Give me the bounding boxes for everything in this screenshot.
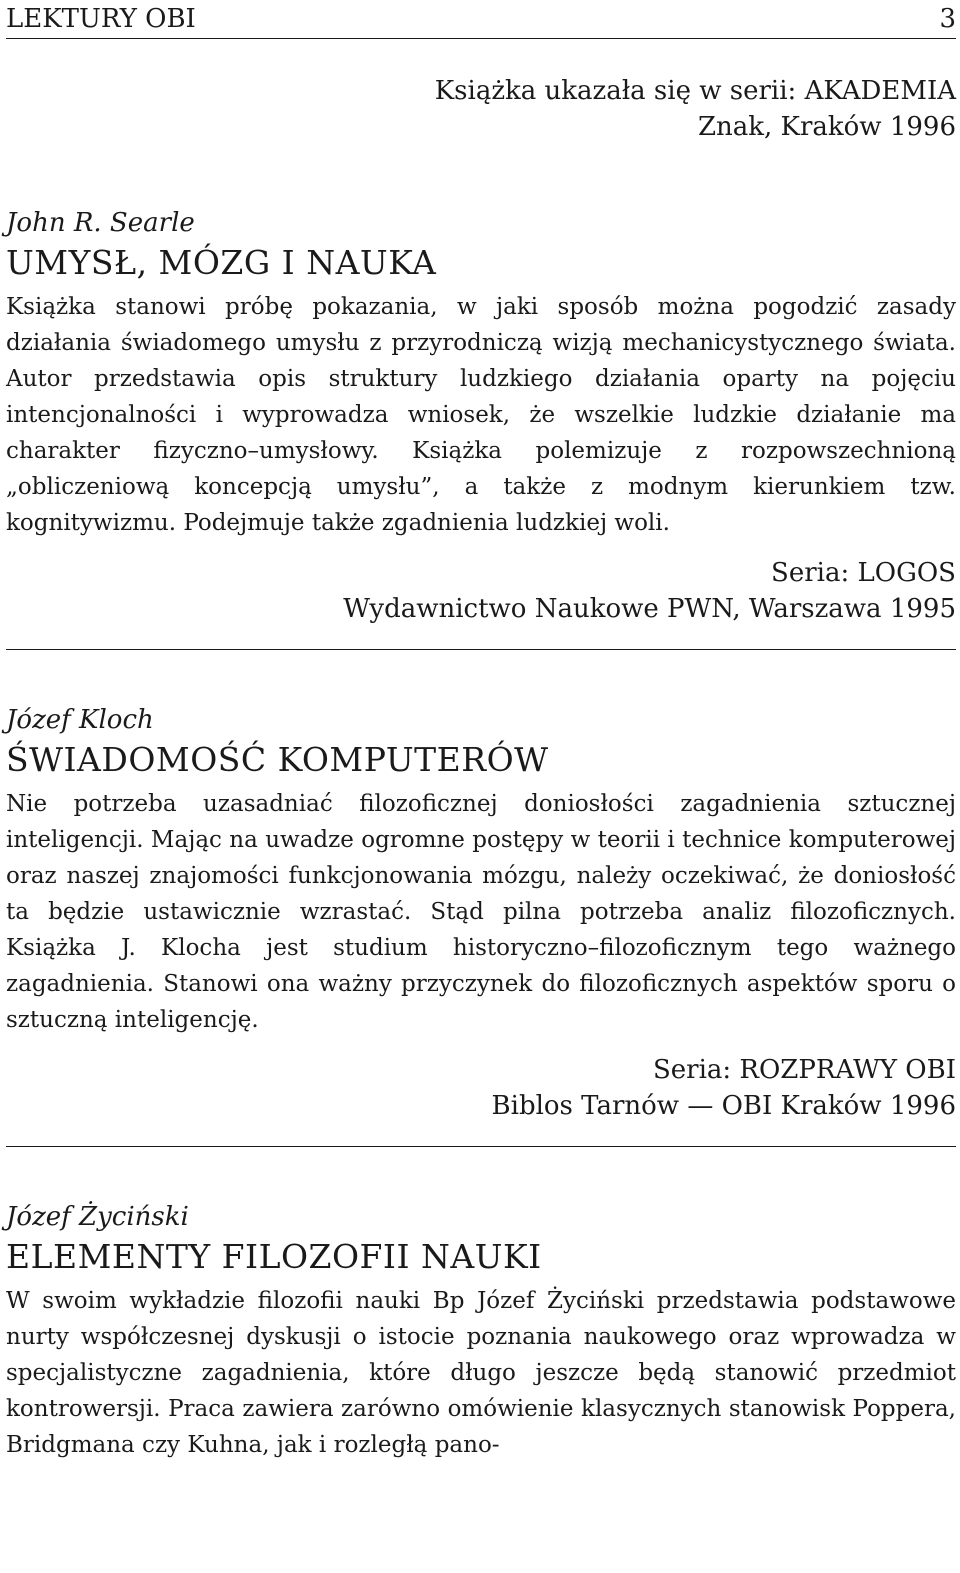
book-entry: [6, 1199, 956, 1463]
page-number: 3: [939, 4, 956, 34]
book-title: ELEMENTY FILOZOFII NAUKI: [6, 1237, 542, 1276]
book-title: UMYSŁ, MÓZG I NAUKA: [6, 243, 437, 282]
book-publisher: Biblos Tarnów — OBI Kraków 1996: [491, 1091, 956, 1121]
book-description: W swoim wykładzie filozofii nauki Bp Józef Życiński przedstawia podstawowe nurty współczesnej dyskusji o istocie poznania naukowego oraz wprowadza w specjalistyczne zagadnienia, które długo jeszcze będą stanowić przedmiot kontrowersji. Praca zawiera zarówno omówienie klasycznych stanowisk Poppera, Bridgmana czy Kuhna, jak i rozległą pano-: [6, 1288, 956, 1458]
book-series: Seria: LOGOS: [771, 558, 956, 588]
book-description: Książka stanowi próbę pokazania, w jaki sposób można pogodzić zasady działania świadomego umysłu z przyrodniczą wizją mechanicystycznego świata. Autor przedstawia opis struktury ludzkiego działania oparty na pojęciu intencjonalności i wyprowadza wniosek, że wszelkie ludzkie działanie ma charakter fizyczno–umysłowy. Książka polemizuje z rozpowszechnioną „obliczeniową koncepcją umysłu”, a także z modnym kierunkiem tzw. kognitywizmu. Podejmuje także zgadnienia ludzkiej woli.: [6, 294, 956, 536]
prev-entry-series: Książka ukazała się w serii: AKADEMIA: [434, 76, 956, 106]
book-entry: [6, 205, 956, 627]
prev-entry-publisher: Znak, Kraków 1996: [697, 112, 956, 142]
book-description: Nie potrzeba uzasadniać filozoficznej doniosłości zagadnienia sztucznej inteligencji. Mając na uwadze ogromne postępy w teorii i technice komputerowej oraz naszej znajomości funkcjonowania mózgu, należy oczekiwać, że doniosłość ta będzie ustawicznie wzrastać. Stąd pilna potrzeba analiz filozoficznych. Książka J. Klocha jest studium historyczno–filozoficznym tego ważnego zagadnienia. Stanowi ona ważny przyczynek do filozoficznych aspektów sporu o sztuczną inteligencję.: [6, 791, 956, 1033]
running-head: [6, 0, 956, 39]
running-head-title: LEKTURY OBI: [6, 4, 196, 34]
book-author: Józef Kloch: [6, 705, 154, 735]
book-series: Seria: ROZPRAWY OBI: [652, 1055, 956, 1085]
book-entry: [6, 702, 956, 1124]
book-title: ŚWIADOMOŚĆ KOMPUTERÓW: [6, 740, 549, 779]
book-publisher: Wydawnictwo Naukowe PWN, Warszawa 1995: [343, 594, 956, 624]
book-author: John R. Searle: [6, 208, 195, 238]
book-author: Józef Życiński: [6, 1202, 189, 1232]
page: [6, 0, 956, 1463]
